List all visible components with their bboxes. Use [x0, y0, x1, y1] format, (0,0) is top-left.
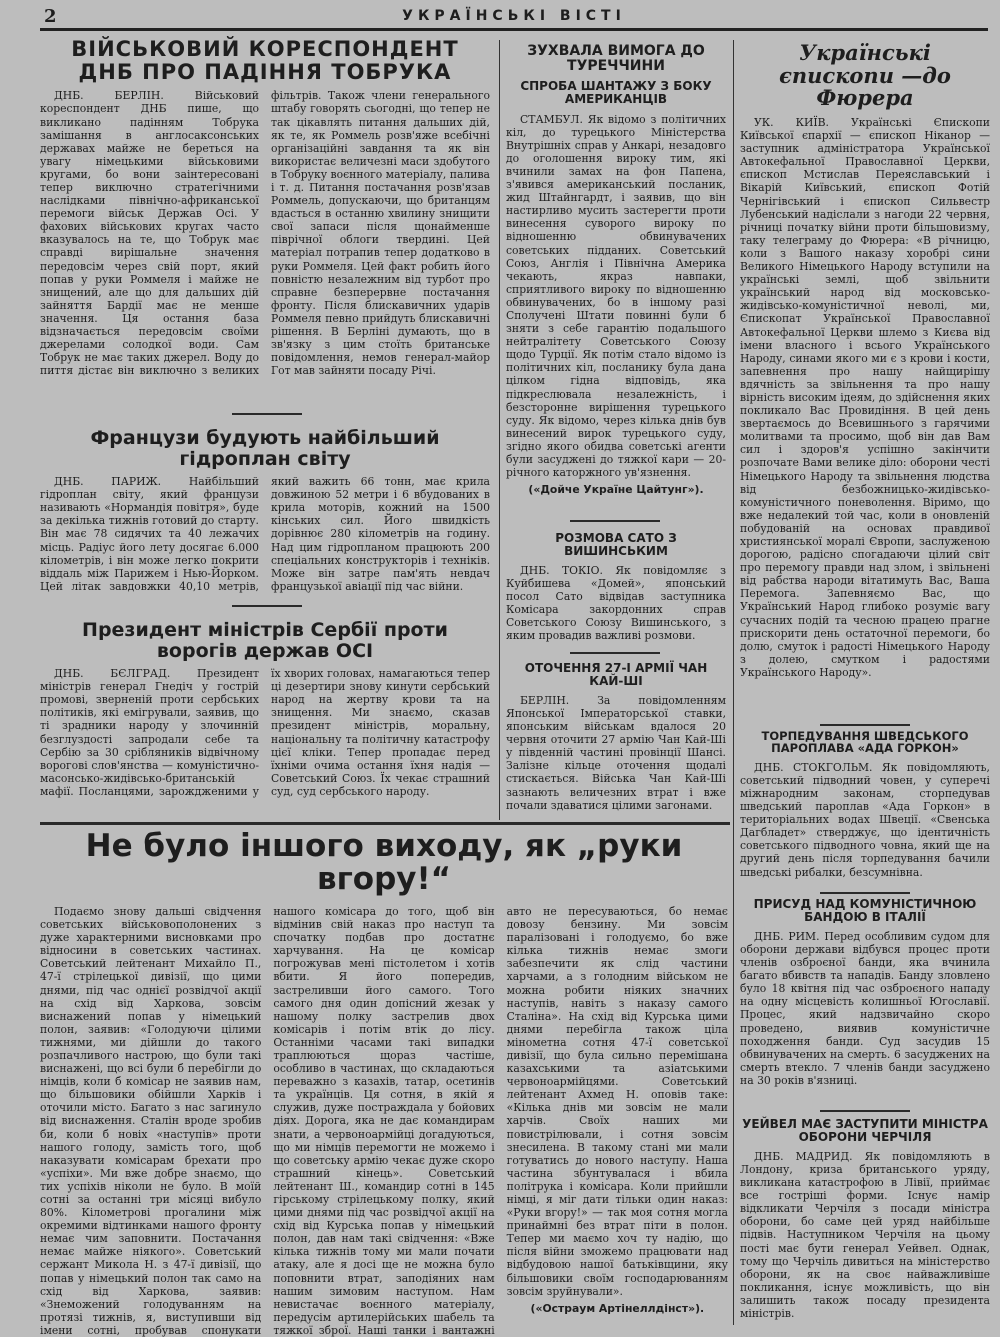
article-hands-up-source: («Остраум Артінеллдінст»).: [530, 1301, 705, 1315]
article-hands-up-body: Подаємо знову дальші свідчення советських військовополонених з дуже характерними висновками про відносини в советських частинах. Советський лейтенант Михайло П., 47-ї стрілецької дивізії, що цими днями, під час однієї розвідчої акції на схід від Харкова, зовсім виснажений попав у німецький полон, заявив: «Голодуючи цілими тижнями, ми дійшли до такого розпачливого настрою, що були такі виснажені, що всі були б перебігли до німців, коли б комісар не заявив нам, що більшовики обійшли Харків і оточили місто. Багато з нас загинуло від виснаження. Сталін вроде зробив би, коли б новіх «наступів» проти нашого голоду, замість того, щоб наказувати комісарам брехати про «успіхи». Ми вже добре знаємо, що тих успіхів ніколи не було. В моїй сотні за останні три місяці вибуло 80%. Кілометрові прогалини між окремими відтинками нашого фронту немає чим заповнити. Постачання немає майже ніякого». Советський сержант Микола Н. з 47-ї дивізії, що попав у німецький полон так само на схід від Харкова, заявив: «Знеможений голодуванням на протязі тижнів, я, виступивши від імени сотні, пробував спонукати нашого комісара до того, щоб він відмінив свій наказ про наступ та спочатку подбав про достатнє харчування. На це комісар погрожував мені пістолетом і хотів вбити. Я його попередив, застреливши його самого. Того самого дня один допісний жезак у нашому полку застрелив двох комісарів і потім втік до лісу. Останніми часами такі випадки траплюються щораз частіше, особливо в частинах, що складаються переважно з казахів, татар, осетинів та українців. Ця сотня, в якій я служив, дуже постраждала у бойових діях. Дорога, яка не дає командирам знати, а червоноармійці догадуються, що ми німців перемогти не можемо і що советську армію чекає дуже скоро страшний кінець». Советський лейтенант Ш., командир сотні в 145 гірськoму стрілецькому полку, який цими днями під час розвідчої акції на схід від Курська попав у німецький полон, дав нам такі свідчення: «Вже кілька тижнів тому ми мали почати атаку, але я досі ще не можна було поповнити втрат, заподіяних нам нашим зимовим наступом. Нам невистачає воєнного матеріалу, передусім артилерійських шабель та тяжкої зброї. Наші танки і вантажні авто не пересуваються, бо немає довозу бензину. Ми зовсім паралізовані і голодуємо, бо вже кілька тижнів немає змоги забезпечити як слід частини харчами, а з голодним військом не можна робити ніяких значних наступів, навіть з наказу самого Сталіна». На схід від Курська цими днями перебігла також ціла мінометна сотня 47-ї советської дивізії, що була сильно перемішана казахськими та азіатськими червоноармійцями. Советський лейтенант Ахмед Н. оповів таке: «Кілька днів ми зовсім не мали харчів. Своїх наших ми повистрілювали, і сотня зовсім знесилена. В такому стані ми мали готуватись до нового наступу. Наша частина збунтувалася і вбила політрука і комісара. Коли прийшли німці, я міг дати тільки один наказ: «Руки вгору!» — так моя сотня могла принаймні без втрат піти в полон. Тепер ми маємо хоч ту надію, що після війни зможемо працювати над відбудовою нашої батьківщини, яку більшовики своїм господарюванням зовсім зруйнували».: [40, 904, 728, 1337]
article-ada-gorkon: [740, 730, 990, 892]
section-rule: [40, 822, 730, 825]
article-italy: [740, 898, 990, 1110]
article-bishops-body: УК. КИЇВ. Українські Єпископи Київської єпархії — єпископ Ніканор — заступник адміністратора Української Автокефальної Православної Церкви, єпископ Мстислав Переяславський і Вікарій Київський, єпископ Фотій Чернігівський і єпископ Сильвестр Лубенський надіслали з нагоди 22 червня, річниці початку війни проти більшовизму, таку телеграму до Фюрера: «В річницю, коли з Вашого наказу хоробрі сини Великого Німецького Народу вступили на українські землі, щоб звільнити український народ від московсько-жидівсько-комуністичної неволі, ми, Єпископат Української Православної Автокефальної Церкви шлемо з Києва від імени власного і всього Українського Народу, синами якого ми є з крови і кости, запевнення про нашу найщирішу вдячність за звільнення та про нашу вірність високим ідеям, до здійснення яких покликало Вас Провидіння. В цей день звертаємось до Всевишнього з гарячими молитвами та просимо, щоб він дав Вам сил і здоров'я успішно закінчити розпочате Вами велике діло: оборони честі Німецького Народу та звільнення людства від безбожницько-жидівсько-комуністичного поневолення. Віримо, що вже недалекий той час, коли в оновленій побудованій на основах правдивої християнської моралі Європи, заслуженою дорогою, радісно спогадаючи цілий світ про перемогу правди над злом, і звільнені від рабства народи вітатимуть Вас, Ваша Перемога. Запевняємо Вас, що Український Народ глибоко розуміє вагу сучасних подій та чесною працею прагне прискорити день остаточної перемоги, бо долю, смуток і радості Німецького Народу з долею, смутком і радостями Українського Народу».: [740, 116, 990, 679]
article-hands-up: [40, 828, 728, 1337]
newspaper-title: УКРАЇНСЬКІ ВІСТІ: [402, 8, 626, 24]
page-number: 2: [44, 6, 57, 27]
divider: [820, 1110, 910, 1112]
article-wavell-body: ДНБ. МАДРИД. Як повідомляють в Лондону, криза британського уряду, викликана катастрофою в Лівії, приймає все гостріші форми. Існує намір відкликати Черчіля з посади міністра оборони, бо саме цей уряд найбільше підвів. Наступником Черчіля на цьому пості має бути генерал Уейвел. Однак, тому що Черчіль дивиться на міністерство оборони, як на своє найважливіше покликання, існує можливість, що він залишить також посаду президента міністрів.: [740, 1149, 990, 1321]
article-tobruk-body: ДНБ. БЕРЛІН. Військовий кореспондент ДНБ пише, що викликано падінням Тобрука замішання в англосаксонських державах майже не береться на увагу німецькими військовими кругами, бо вони заінтересовані тепер виключно стратегічними наслідками північно-африканської перемоги військ Держав Осі. У фахових військових кругах часто вказувалось на те, що Тобрук має справді вирішальне значення передовсім через свій порт, який попав у руки Роммеля і майже не знищений, але що для дальших дій зайняття Бардії має не менше значення. Ця остання база відзначається передовсім своїми джерелами солодкої води. Сам Тобрук не має таких джерел. Воду до пиття дістає він виключно з великих фільтрів. Також члени генерального штабу говорять сьогодні, що тепер не так цікавлять питання дальших дій, як те, як Роммель розв'яже всебічні організаційні завдання та як він використає величезні маси здобутого в Тобруку воєнного матеріалу, палива і т. д. Питання постачання розв'язав Роммель, допускаючи, що британцям вдасться в останню хвилину знищити свої запаси після щонайменше піврічної облоги твердині. Цей матеріал потрапив тепер додатково в руки Роммеля. Цей факт робить його повністю незалежним від турбот про справне безперервне постачання фронту. Після блискавичних ударів Роммеля певно прийдуть блискавичні рішення. В Берліні думають, що в зв'язку з цим стоїть британське повідомлення, немов генерал-майор Гот мав зайняти посаду Річі.: [40, 89, 490, 378]
article-turkey: [506, 44, 726, 512]
article-serbia-title: Президент міністрів Сербії проти ворогів держав ОСІ: [82, 619, 448, 662]
article-ada-gorkon-body: ДНБ. СТОКГОЛЬМ. Як повідомляють, советський підводний човен, у суперечі міжнародним законам, сторпедував шведський пароплав «Ада Горкон» в територіальних водах Швеції. «Свенська Дагбладет» стверджує, що ідентичність советського підводного човна, який ще на другий день після торпедування бачили шведські рибалки, безсумнівна.: [740, 760, 990, 879]
article-sato: [506, 532, 726, 650]
article-turkey-title: ЗУХВАЛА ВИМОГА ДО ТУРЕЧЧИНИ: [527, 43, 705, 75]
divider: [820, 892, 910, 894]
article-hands-up-title: Не було іншого виходу, як „руки вгору!“: [85, 828, 683, 898]
article-seaplane: [40, 428, 490, 603]
article-chiang-body: БЕРЛІН. За повідомленням Японської Імператорської ставки, японським військам вдалося 20 червня оточити 27 армію Чан Кай-Ші у південній частині провінції Шансі. Залізне кільце оточення щодалі стискається. Війська Чан Кай-Ші зазнають величезних втрат і вже почали здаватися цілими загонами.: [506, 693, 726, 812]
article-serbia: [40, 620, 490, 818]
column-rule: [733, 40, 734, 1325]
article-seaplane-body: ДНБ. ПАРИЖ. Найбільший гідроплан світу, який французи називають «Нормандія повітря», буде за декілька тижнів готовий до старту. Він має 78 сидячих та 40 лежачих місць. Радіус його лету досягає 6.000 кілометрів, і він може легко покрити віддаль між Парижем і Нью-Йорком. Цей літак завдовжки 40,10 метрів, який важить 66 тонн, має крила довжиною 52 метри і 6 вбудованих в крила моторів, кожний на 1500 кінських сил. Його швидкість дорівнює 280 кілометрів на годину. Над цим гідропланом працюють 200 спеціальних конструкторів і техніків. Може він затре пам'ять невдач французької авіації під час війни.: [40, 475, 490, 593]
article-bishops-title: Українські єпископи —до Фюрера: [779, 40, 951, 111]
article-sato-body: ДНБ. ТОКІО. Як повідомляє з Куйбишева «Домей», японський посол Сато відвідав заступника Комісара закордонних справ Советського Союзу Вишинського, з яким провадив важливі розмови.: [506, 563, 726, 643]
divider: [232, 413, 302, 415]
article-italy-title: ПРИСУД НАД КОМУНІСТИЧНОЮ БАНДОЮ В ІТАЛІЇ: [753, 897, 977, 924]
article-turkey-body: СТАМБУЛ. Як відомо з політичних кіл, до турецького Міністерства Внутрішніх справ у Анкарі, незадовго до оголошення вироку тим, які вчинили замах на фон Папена, з'явився американський посланик, жид Штайнгардт, і заявив, що він настирливо мусить застерегти проти винесення суворого вироку по відношенню обвинувачених советських підданих. Советський Союз, Англія і Північна Америка чекають, якраз навпаки, сприятливого вироку по відношенню обвинувачених, бо в іншому разі Сполучені Штати повинні були б зняти з себе гарантію подальшого нейтралітету Советського Союзу щодо Турції. Як потім стало відомо із політичних кіл, посланику була дана цілком гідна відповідь, яка підкреслювала незалежність, і безсторонне вирішення турецького суду. Як відомо, через кілька днів був винесений вирок турецького суду, згідно якого обидва советські агенти були засуджені до тяжкої кари — 20-річного каторжного ув'язнення.: [506, 112, 726, 480]
article-chiang-title: ОТОЧЕННЯ 27-І АРМІЇ ЧАН КАЙ-ШІ: [524, 661, 708, 688]
divider: [820, 724, 910, 726]
article-wavell: [740, 1118, 990, 1328]
article-italy-body: ДНБ. РИМ. Перед особливим судом для оборони держави відбувся процес проти членів озброєної банди, яка вчинила багато вбивств та нападів. Банду зловлено було 18 квітня під час озброєного нападу на одну місцевість колишньої Югославії. Процес, який надзвичайно скоро проведено, виявив комуністичне походження банди. Суд засудив 15 обвинувачених на смерть. 6 засуджених на смерть втекло. 7 членів банди засуджено на 30 років в'язниці.: [740, 929, 990, 1087]
article-serbia-body: ДНБ. БЄЛГРАД. Президент міністрів генерал Гнедіч у гострій промові, зверненій проти сербських політиків, які емігрували, заявив, що ті зрадники народу у злочинній безглуздості запродали себе та Сербію за 30 срібляників відвічному ворогові слов'янства — комуністично-масонсько-жидівсько-британській мафії. Посланцями, зарождженими у їх хворих головах, намагаються тепер ці дезертири знову кинути сербський народ на жертву крови та на знищення. Ми знаємо, сказав президент міністрів, моральну, національну та політичну катастрофу цієї кліки. Тепер пропадає перед їхніми очима остання їхня надія — Советський Союз. Їх чекає страшний суд, суд сербського народу.: [40, 667, 490, 798]
article-bishops: [740, 42, 990, 722]
article-ada-gorkon-title: ТОРПЕДУВАННЯ ШВЕДСЬКОГО ПАРОПЛАВА «АДА ГОРКОН»: [761, 729, 969, 756]
article-tobruk: [40, 38, 490, 420]
article-wavell-title: УЕЙВЕЛ МАЄ ЗАСТУПИТИ МІНІСТРА ОБОРОНИ ЧЕРЧІЛЯ: [742, 1117, 988, 1144]
divider: [570, 652, 660, 654]
article-turkey-source: («Дойче Україне Цайтунг»).: [528, 483, 704, 497]
article-turkey-subtitle: СПРОБА ШАНТАЖУ З БОКУ АМЕРИКАНЦІВ: [520, 79, 712, 107]
column-rule: [499, 40, 500, 820]
article-chiang: [506, 662, 726, 818]
article-sato-title: РОЗМОВА САТО З ВИШИНСЬКИМ: [555, 531, 677, 558]
divider: [570, 520, 660, 522]
article-seaplane-title: Французи будують найбільший гідроплан світу: [90, 427, 440, 470]
divider: [232, 605, 302, 607]
article-tobruk-title: ВІЙСЬКОВИЙ КОРЕСПОНДЕНТ ДНБ ПРО ПАДІННЯ ТОБРУКА: [71, 37, 459, 84]
masthead: [40, 6, 988, 31]
